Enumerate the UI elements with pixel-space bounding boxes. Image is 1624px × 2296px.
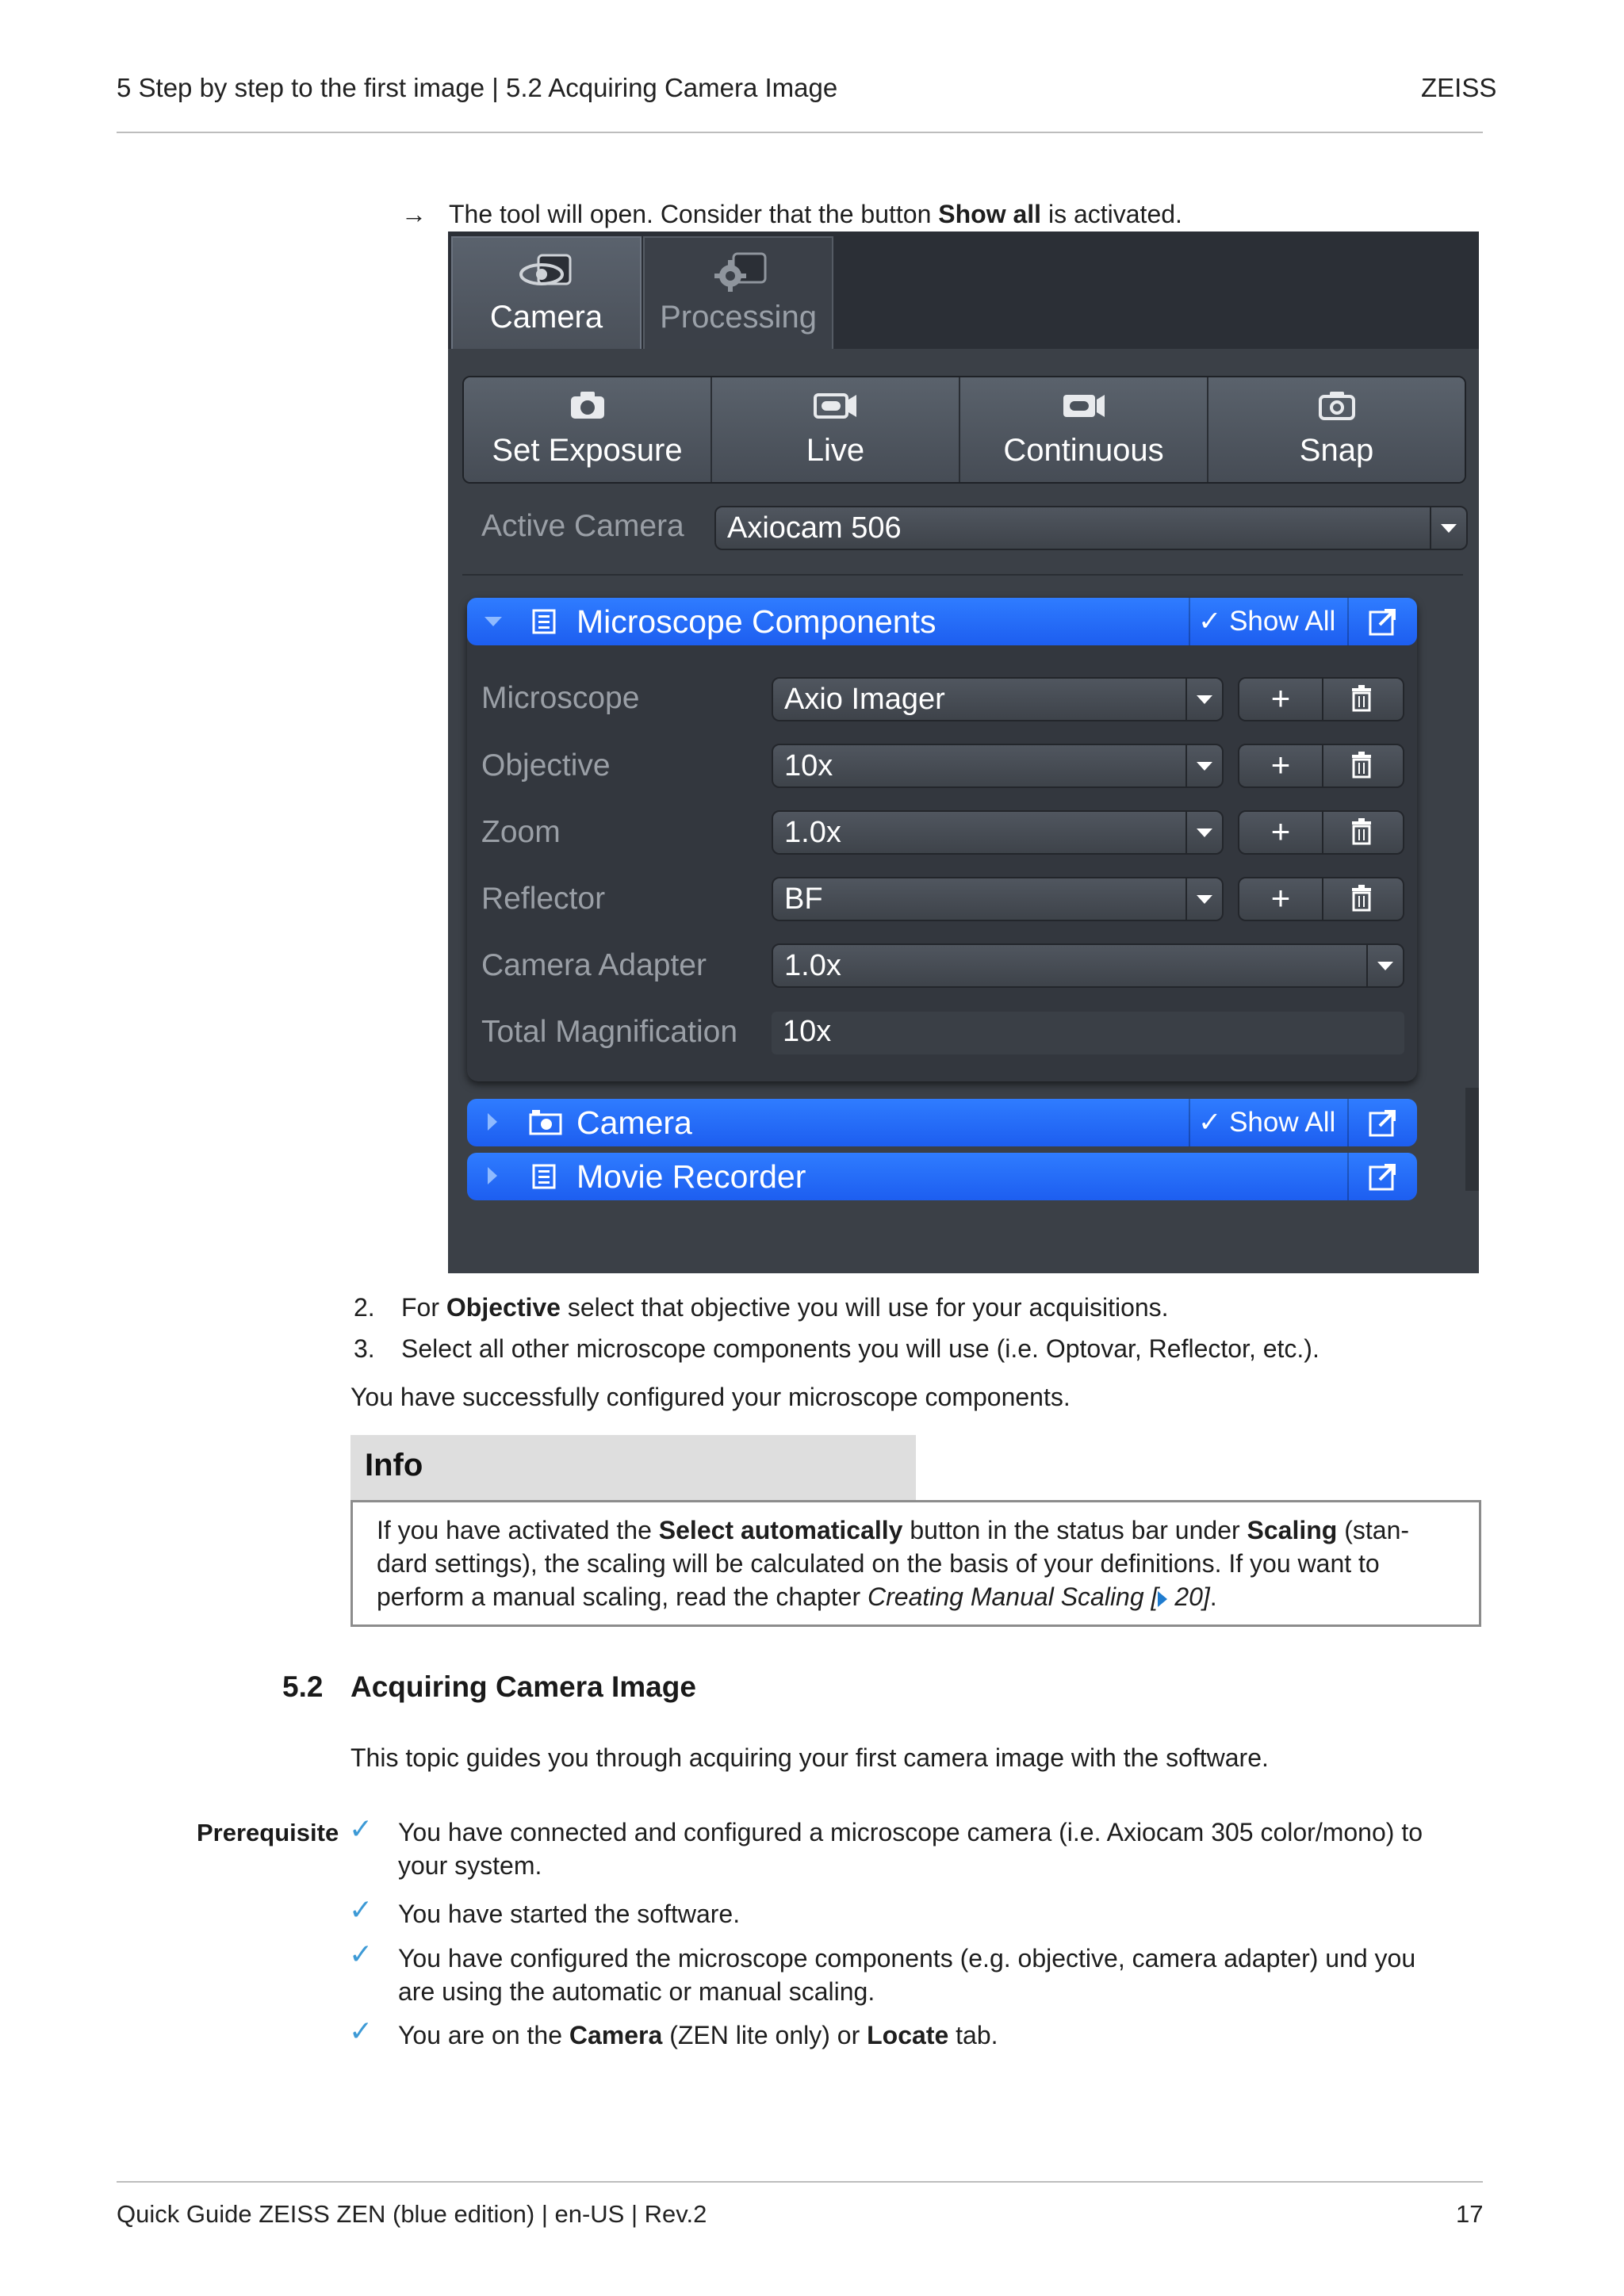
camera-group-header[interactable]: Camera ✓ Show All bbox=[467, 1099, 1417, 1146]
microscope-add-remove bbox=[1238, 677, 1404, 721]
prerequisite-item-1: You have connected and configured a microscope camera (i.e. Axiocam 305 color/mono) to your system. bbox=[398, 1818, 1423, 1880]
result-arrow-icon: → bbox=[401, 200, 427, 228]
separator bbox=[1189, 1099, 1190, 1146]
result-line: → The tool will open. Consider that the button Show all is activated. bbox=[401, 197, 1182, 231]
separator bbox=[1347, 1099, 1349, 1146]
movie-recorder-group-header[interactable]: Movie Recorder bbox=[467, 1153, 1417, 1200]
chevron-down-icon bbox=[1185, 812, 1222, 853]
check-icon: ✓ bbox=[349, 1938, 373, 1970]
objective-label: Objective bbox=[481, 748, 611, 783]
show-all-toggle[interactable]: ✓ Show All bbox=[1198, 606, 1336, 637]
chevron-down-icon bbox=[1185, 878, 1222, 920]
tab-camera[interactable]: Camera bbox=[451, 236, 642, 349]
microscope-components-header[interactable]: Microscope Components ✓ Show All bbox=[467, 598, 1417, 645]
chevron-down-icon bbox=[1185, 745, 1222, 786]
acquisition-buttons bbox=[462, 376, 1466, 484]
video-icon bbox=[812, 388, 860, 424]
side-panel-handle[interactable] bbox=[1465, 1088, 1479, 1191]
trash-icon[interactable] bbox=[1320, 679, 1403, 720]
camera-adapter-select[interactable]: 1.0x bbox=[772, 943, 1404, 988]
prerequisite-item-3: You have configured the microscope components (e.g. objective, camera adapter) und you are using the automatic or manual scaling. bbox=[398, 1944, 1416, 2006]
video-icon bbox=[1060, 388, 1108, 424]
prerequisite-item-4: You are on the Camera (ZEN lite only) or Locate tab. bbox=[398, 2021, 998, 2049]
chevron-down-icon bbox=[1366, 945, 1403, 986]
reflector-label: Reflector bbox=[481, 882, 606, 916]
section-number: 5.2 bbox=[282, 1670, 324, 1703]
add-button[interactable]: + bbox=[1239, 878, 1323, 920]
reflector-add-remove bbox=[1238, 877, 1404, 921]
info-box-header: Info bbox=[350, 1435, 916, 1500]
add-button[interactable]: + bbox=[1239, 812, 1323, 853]
page-link-arrow-icon bbox=[1158, 1591, 1167, 1607]
tab-bar bbox=[448, 232, 1479, 349]
active-camera-select[interactable]: Axiocam 506 bbox=[714, 506, 1468, 550]
objective-add-remove bbox=[1238, 744, 1404, 788]
trash-icon[interactable] bbox=[1320, 878, 1403, 920]
total-magnification-value: 10x bbox=[772, 1012, 1404, 1054]
summary-text: You have successfully configured your microscope components. bbox=[350, 1383, 1071, 1411]
camera-adapter-label: Camera Adapter bbox=[481, 948, 707, 982]
manual-scaling-link[interactable]: Creating Manual Scaling [ 20] bbox=[868, 1582, 1210, 1611]
section-intro: This topic guides you through acquiring your first camera image with the software. bbox=[350, 1743, 1269, 1772]
separator bbox=[1347, 598, 1349, 645]
step-3: 3. Select all other microscope components you will use (i.e. Optovar, Reflector, etc.). bbox=[354, 1334, 1320, 1363]
popout-icon[interactable] bbox=[1367, 1161, 1399, 1196]
divider bbox=[462, 574, 1463, 576]
step-2: 2. For Objective select that objective you will use for your acquisitions. bbox=[354, 1293, 1169, 1322]
zen-tool-screenshot bbox=[448, 232, 1479, 1273]
running-header: 5 Step by step to the first image | 5.2 Acquiring Camera Image bbox=[117, 73, 838, 102]
popout-icon[interactable] bbox=[1367, 606, 1399, 641]
set-exposure-button[interactable]: Set Exposure bbox=[464, 377, 712, 482]
camera-snap-icon bbox=[1317, 388, 1357, 424]
snap-button[interactable]: Snap bbox=[1208, 377, 1465, 482]
live-button[interactable]: Live bbox=[712, 377, 960, 482]
components-icon bbox=[530, 607, 559, 640]
eye-camera-icon bbox=[515, 252, 578, 296]
prerequisite-item-2: You have started the software. bbox=[398, 1900, 741, 1928]
components-icon bbox=[530, 1162, 559, 1195]
section-title: Acquiring Camera Image bbox=[350, 1670, 696, 1703]
page-number: 17 bbox=[1456, 2200, 1484, 2228]
separator bbox=[1347, 1153, 1349, 1200]
footer-rule bbox=[117, 2181, 1483, 2183]
check-icon: ✓ bbox=[349, 2015, 373, 2047]
add-button[interactable]: + bbox=[1239, 679, 1323, 720]
header-rule bbox=[117, 132, 1483, 133]
info-line-3: perform a manual scaling, read the chapter Creating Manual Scaling [ 20]. bbox=[377, 1582, 1217, 1611]
expand-icon[interactable] bbox=[488, 1167, 497, 1184]
microscope-select[interactable]: Axio Imager bbox=[772, 677, 1224, 721]
zoom-label: Zoom bbox=[481, 815, 561, 849]
check-icon: ✓ bbox=[349, 1812, 373, 1845]
show-all-toggle[interactable]: ✓ Show All bbox=[1198, 1107, 1336, 1138]
trash-icon[interactable] bbox=[1320, 745, 1403, 786]
continuous-button[interactable]: Continuous bbox=[960, 377, 1208, 482]
active-camera-label: Active Camera bbox=[481, 509, 684, 543]
reflector-select[interactable]: BF bbox=[772, 877, 1224, 921]
separator bbox=[1189, 598, 1190, 645]
footer-doc-info: Quick Guide ZEISS ZEN (blue edition) | en-US | Rev.2 bbox=[117, 2200, 707, 2228]
trash-icon[interactable] bbox=[1320, 812, 1403, 853]
expand-icon[interactable] bbox=[488, 1113, 497, 1131]
camera-icon bbox=[529, 1108, 562, 1139]
objective-select[interactable]: 10x bbox=[772, 744, 1224, 788]
gear-icon bbox=[707, 252, 770, 299]
brand-name: ZEISS bbox=[1421, 73, 1497, 102]
chevron-down-icon bbox=[1185, 679, 1222, 720]
info-line-2: dard settings), the scaling will be calculated on the basis of your definitions. If you want to bbox=[377, 1549, 1380, 1578]
microscope-label: Microscope bbox=[481, 681, 640, 715]
info-line-1: If you have activated the Select automatically button in the status bar under Scaling (stan- bbox=[377, 1516, 1410, 1544]
chevron-down-icon bbox=[1430, 507, 1466, 549]
tab-processing[interactable]: Processing bbox=[643, 236, 833, 349]
zoom-add-remove bbox=[1238, 810, 1404, 855]
info-box bbox=[350, 1500, 1481, 1627]
zoom-select[interactable]: 1.0x bbox=[772, 810, 1224, 855]
collapse-icon[interactable] bbox=[485, 617, 502, 626]
popout-icon[interactable] bbox=[1367, 1107, 1399, 1142]
prerequisite-label: Prerequisite bbox=[197, 1819, 339, 1846]
add-button[interactable]: + bbox=[1239, 745, 1323, 786]
check-icon: ✓ bbox=[349, 1893, 373, 1926]
camera-icon bbox=[568, 388, 607, 424]
total-magnification-label: Total Magnification bbox=[481, 1015, 738, 1049]
